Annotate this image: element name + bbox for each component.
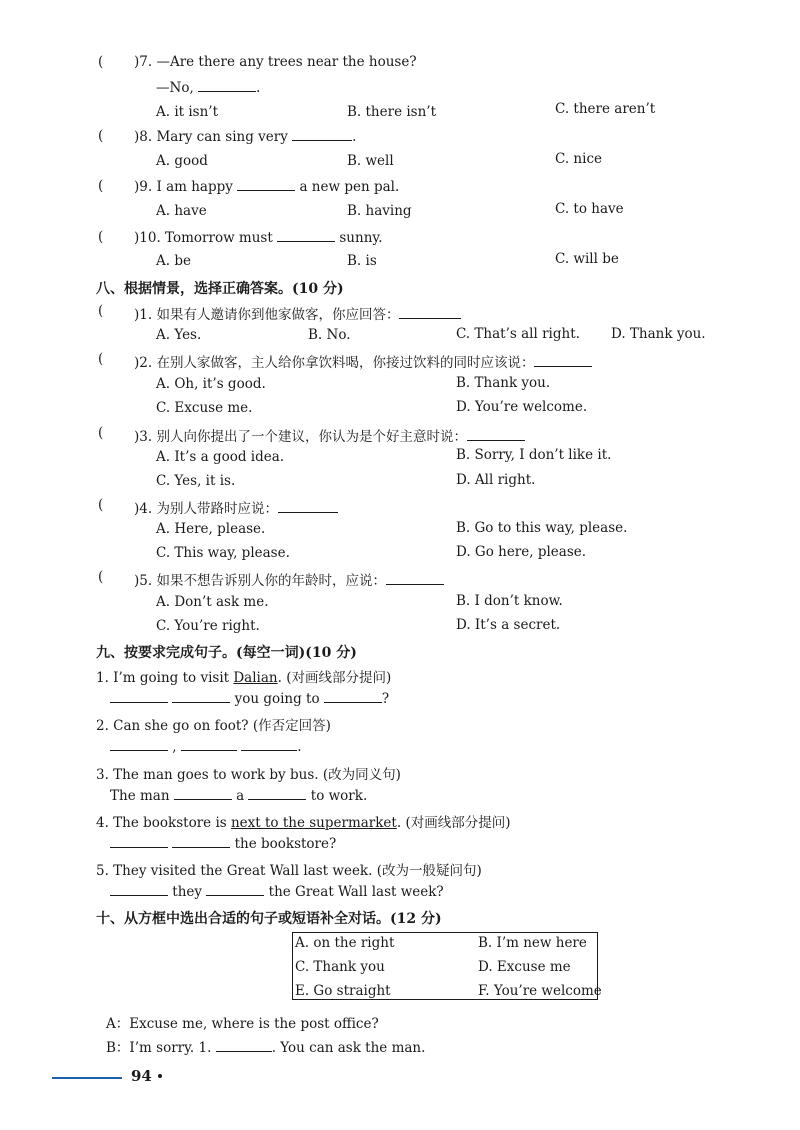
blank[interactable] [110,835,168,848]
answer-paren: ( [98,497,104,513]
box-option-b: B. I’m new here [478,935,587,951]
option-b[interactable]: B. I don’t know. [456,593,563,609]
option-b[interactable]: B. Thank you. [456,375,551,391]
question-10: )10. Tomorrow must sunny. [134,230,383,246]
sentence-3: 3. The man goes to work by bus. (改为同义句) [96,767,401,783]
sentence-5: 5. They visited the Great Wall last week. (改为一般疑问句) [96,863,482,879]
sentence-1: 1. I’m going to visit Dalian. (对画线部分提问) [96,670,392,686]
blank[interactable] [248,787,306,800]
answer-paren: ( [98,569,104,585]
option-c[interactable]: C. You’re right. [156,618,260,634]
option-b[interactable]: B. having [347,203,412,219]
blank[interactable] [278,500,338,513]
option-a[interactable]: A. good [156,153,208,169]
question-9: )9. I am happy a new pen pal. [134,179,400,195]
option-a[interactable]: A. it isn’t [156,104,219,120]
option-d[interactable]: D. It’s a secret. [456,617,561,633]
answer-paren: ( [98,351,104,367]
option-b[interactable]: B. Sorry, I don’t like it. [456,447,612,463]
sentence-4-answer: the bookstore? [110,835,336,852]
answer-paren: ( [98,229,104,245]
option-a[interactable]: A. Here, please. [156,521,266,537]
blank[interactable] [110,738,168,751]
sec8-question-3: )3. 别人向你提出了一个建议，你认为是个好主意时说： [134,425,525,445]
option-b[interactable]: B. well [347,153,394,169]
sec8-question-5: )5. 如果不想告诉别人你的年龄时，应说： [134,569,444,589]
option-c[interactable]: C. there aren’t [555,101,656,117]
option-c[interactable]: C. That’s all right. [456,326,580,342]
option-a[interactable]: A. be [156,253,191,269]
blank[interactable] [174,787,232,800]
option-a[interactable]: A. have [156,203,207,219]
box-option-a: A. on the right [295,935,395,951]
blank[interactable] [467,428,525,441]
section-10-title: 十、从方框中选出合适的句子或短语补全对话。(12 分) [96,911,442,927]
option-a[interactable]: A. It’s a good idea. [156,449,285,465]
question-8: )8. Mary can sing very . [134,129,357,145]
answer-paren: ( [98,425,104,441]
option-c[interactable]: C. to have [555,201,624,217]
box-option-f: F. You’re welcome [478,983,602,999]
answer-paren: ( [98,128,104,144]
blank[interactable] [110,883,168,896]
option-c[interactable]: C. This way, please. [156,545,290,561]
blank[interactable] [172,835,230,848]
blank[interactable] [277,229,335,242]
blank[interactable] [386,572,444,585]
section-9-title: 九、按要求完成句子。(每空一词)(10 分) [96,645,357,661]
sec8-question-1: )1. 如果有人邀请你到他家做客，你应回答： [134,303,461,323]
blank[interactable] [110,690,168,703]
option-d[interactable]: D. You’re welcome. [456,399,588,415]
option-b[interactable]: B. Go to this way, please. [456,520,628,536]
option-c[interactable]: C. Yes, it is. [156,473,236,489]
answer-paren: ( [98,54,104,70]
box-option-e: E. Go straight [295,983,391,999]
sec8-question-4: )4. 为别人带路时应说： [134,497,338,517]
dialogue-line-b: B：I’m sorry. 1. . You can ask the man. [106,1040,426,1056]
blank[interactable] [399,306,461,319]
sentence-2-answer: , . [110,738,301,755]
option-d[interactable]: D. Go here, please. [456,544,587,560]
blank[interactable] [198,79,256,92]
footer-dot [158,1074,162,1078]
blank[interactable] [172,690,230,703]
sentence-5-answer: they the Great Wall last week? [110,883,444,900]
question-7: )7. —Are there any trees near the house? [134,54,417,70]
section-8-title: 八、根据情景，选择正确答案。(10 分) [96,281,344,297]
sentence-2: 2. Can she go on foot? (作否定回答) [96,718,331,734]
sec8-question-2: )2. 在别人家做客，主人给你拿饮料喝，你接过饮料的同时应该说： [134,351,592,371]
sentence-3-answer: The man a to work. [110,788,368,804]
option-d[interactable]: D. All right. [456,472,536,488]
blank[interactable] [534,354,592,367]
sentence-4: 4. The bookstore is next to the supermarket. (对画线部分提问) [96,815,511,831]
box-option-d: D. Excuse me [478,959,571,975]
footer-rule [52,1077,122,1079]
box-option-c: C. Thank you [295,959,385,975]
blank[interactable] [237,178,295,191]
blank[interactable] [292,128,352,141]
option-c[interactable]: C. nice [555,151,602,167]
option-c[interactable]: C. Excuse me. [156,400,253,416]
blank[interactable] [216,1039,272,1052]
option-a[interactable]: A. Oh, it’s good. [156,376,266,392]
option-b[interactable]: B. No. [308,327,351,343]
blank[interactable] [324,690,382,703]
page-number: 94 [131,1067,152,1085]
blank[interactable] [206,883,264,896]
option-d[interactable]: D. Thank you. [611,326,706,342]
blank[interactable] [241,738,297,751]
option-b[interactable]: B. there isn’t [347,104,437,120]
option-a[interactable]: A. Don’t ask me. [156,594,269,610]
option-c[interactable]: C. will be [555,251,619,267]
answer-paren: ( [98,303,104,319]
sentence-1-answer: you going to ? [110,690,389,707]
answer-paren: ( [98,178,104,194]
option-b[interactable]: B. is [347,253,377,269]
blank[interactable] [181,738,237,751]
dialogue-line-a: A：Excuse me, where is the post office? [106,1016,379,1032]
question-7-answer-line: —No, . [156,80,261,96]
option-a[interactable]: A. Yes. [156,327,202,343]
